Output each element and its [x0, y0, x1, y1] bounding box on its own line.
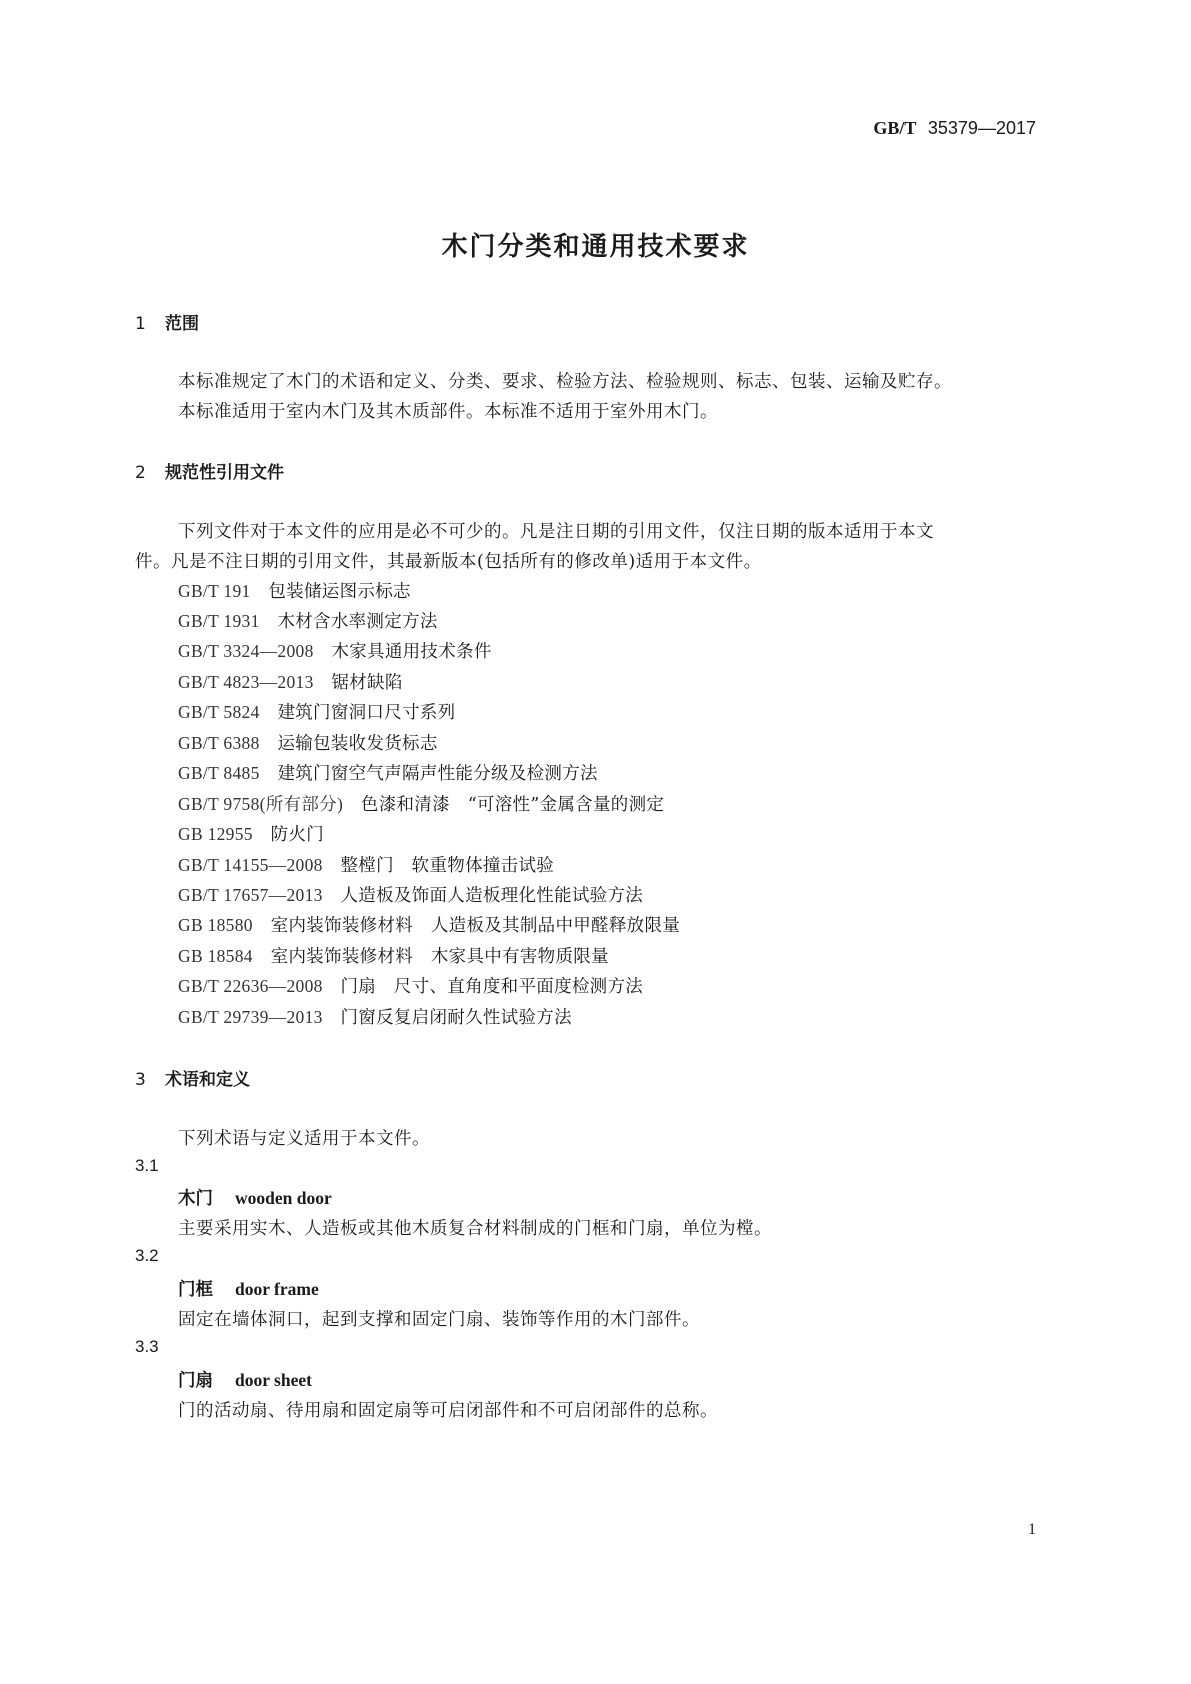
reference-code: GB/T 6388 [178, 733, 260, 753]
reference-name: 木家具通用技术条件 [331, 642, 492, 662]
reference-code: GB/T 1931 [178, 611, 260, 631]
term-number: 3.3 [135, 1337, 159, 1356]
reference-item [178, 730, 438, 755]
reference-item [178, 638, 492, 663]
term-name [178, 1276, 319, 1301]
paragraph: 本标准适用于室内木门及其木质部件。本标准不适用于室外用木门。 [178, 402, 718, 422]
section-heading-normative-references [135, 458, 284, 483]
section-title: 规范性引用文件 [165, 463, 284, 483]
term-name-en: wooden door [235, 1188, 332, 1208]
reference-code: GB/T 17657—2013 [178, 885, 323, 905]
document-title: 木门分类和通用技术要求 [441, 232, 750, 262]
reference-name: 整樘门 软重物体撞击试验 [340, 856, 555, 876]
term-name [178, 1367, 312, 1392]
reference-name: 防火门 [270, 825, 325, 845]
reference-item [178, 608, 438, 633]
reference-item [178, 791, 664, 816]
section-number: 2 [135, 463, 146, 483]
reference-item [178, 578, 411, 603]
term-name-en: door sheet [235, 1370, 312, 1390]
reference-name: 门扇 尺寸、直角度和平面度检测方法 [340, 977, 644, 997]
paragraph: 下列术语与定义适用于本文件。 [178, 1129, 430, 1149]
reference-item [178, 699, 455, 724]
reference-item [178, 912, 680, 937]
reference-name: 锯材缺陷 [331, 673, 403, 693]
paragraph-continuation: 件。凡是不注日期的引用文件，其最新版本(包括所有的修改单)适用于本文件。 [135, 552, 762, 572]
term-definition: 主要采用实木、人造板或其他木质复合材料制成的门框和门扇，单位为樘。 [178, 1219, 772, 1239]
reference-name: 建筑门窗洞口尺寸系列 [277, 703, 456, 723]
reference-code: GB/T 191 [178, 581, 251, 601]
section-number: 1 [135, 314, 146, 334]
section-heading-scope [135, 309, 199, 334]
section-title: 范围 [165, 314, 199, 334]
term-definition: 固定在墙体洞口，起到支撑和固定门扇、装饰等作用的木门部件。 [178, 1310, 700, 1330]
reference-code: GB 18584 [178, 946, 253, 966]
reference-code: GB/T 4823—2013 [178, 672, 314, 692]
reference-code: GB/T 8485 [178, 763, 260, 783]
reference-item [178, 882, 643, 907]
paragraph: 本标准规定了木门的术语和定义、分类、要求、检验方法、检验规则、标志、包装、运输及贮存。 [178, 372, 952, 392]
reference-item [178, 973, 643, 998]
term-number: 3.1 [135, 1156, 159, 1175]
reference-code: GB/T 22636—2008 [178, 976, 323, 996]
reference-item [178, 852, 554, 877]
term-name-zh: 门框 [178, 1280, 213, 1300]
standard-prefix: GB/T [873, 118, 917, 138]
reference-name: 色漆和清漆 “可溶性”金属含量的测定 [360, 795, 665, 815]
reference-code: GB/T 9758(所有部分) [178, 794, 344, 814]
reference-name: 包装储运图示标志 [268, 582, 411, 602]
reference-name: 人造板及饰面人造板理化性能试验方法 [340, 886, 644, 906]
reference-name: 室内装饰装修材料 木家具中有害物质限量 [270, 947, 609, 967]
paragraph: 下列文件对于本文件的应用是必不可少的。凡是注日期的引用文件，仅注日期的版本适用于本文 [178, 522, 934, 542]
reference-code: GB 18580 [178, 915, 253, 935]
standard-number: 35379—2017 [927, 118, 1036, 138]
reference-item [178, 821, 324, 846]
reference-code: GB/T 29739—2013 [178, 1007, 323, 1027]
reference-name: 木材含水率测定方法 [277, 612, 438, 632]
reference-code: GB/T 5824 [178, 702, 260, 722]
section-heading-terms-and-definitions [135, 1065, 250, 1090]
standard-code [873, 118, 1036, 139]
reference-item [178, 1004, 572, 1029]
term-name-en: door frame [235, 1279, 319, 1299]
reference-item [178, 669, 403, 694]
reference-code: GB 12955 [178, 824, 253, 844]
reference-code: GB/T 14155—2008 [178, 855, 323, 875]
term-name [178, 1185, 332, 1210]
reference-code: GB/T 3324—2008 [178, 641, 314, 661]
term-name-zh: 木门 [178, 1189, 213, 1209]
term-number: 3.2 [135, 1246, 159, 1265]
reference-name: 建筑门窗空气声隔声性能分级及检测方法 [277, 764, 598, 784]
section-title: 术语和定义 [165, 1070, 250, 1090]
term-definition: 门的活动扇、待用扇和固定扇等可启闭部件和不可启闭部件的总称。 [178, 1401, 718, 1421]
reference-name: 门窗反复启闭耐久性试验方法 [340, 1008, 572, 1028]
section-number: 3 [135, 1070, 146, 1090]
reference-item [178, 760, 598, 785]
term-name-zh: 门扇 [178, 1371, 213, 1391]
reference-name: 运输包装收发货标志 [277, 734, 438, 754]
reference-item [178, 943, 609, 968]
reference-name: 室内装饰装修材料 人造板及其制品中甲醛释放限量 [270, 916, 681, 936]
page-number: 1 [1028, 1521, 1036, 1538]
